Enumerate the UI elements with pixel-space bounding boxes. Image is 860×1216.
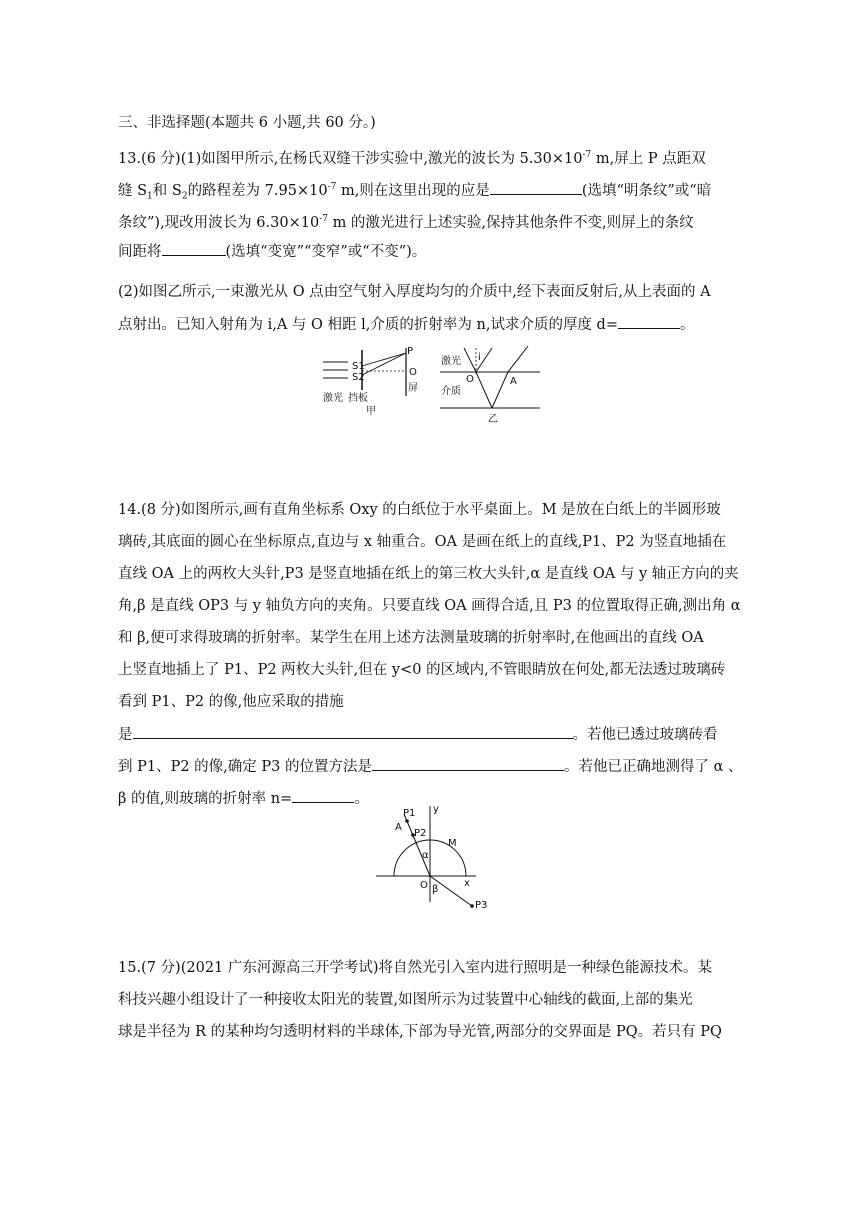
q14-line-1: 14.(8 分)如图所示,画有直角坐标系 Oxy 的白纸位于水平桌面上。M 是放在白纸上的半圆形玻 <box>118 502 721 518</box>
label-beta: β <box>432 884 439 895</box>
label-laser: 激光 <box>323 393 343 404</box>
q13-text: 点射出。已知入射角为 i,A 与 O 相距 l,介质的折射率为 n,试求介质的厚度 d= <box>118 317 618 333</box>
q13-text: 条纹”),现改用波长为 6.30×10 <box>118 214 320 231</box>
q13-part2-line-2 <box>118 314 695 335</box>
subscript: 2 <box>181 191 188 202</box>
refracted-ray-down <box>476 372 492 408</box>
answer-blank[interactable] <box>292 788 354 803</box>
q14-line-6: 上竖直地插上了 P1、P2 两枚大头针,但在 y<0 的区域内,不管眼睛放在何处,都无法透过玻璃砖 <box>118 662 726 678</box>
q15-line-1: 15.(7 分)(2021 广东河源高三开学考试)将自然光引入室内进行照明是一种绿色能源技术。某 <box>118 960 713 976</box>
q13-text: 和 S <box>152 182 182 199</box>
q13-text: m,屏上 P 点距双 <box>591 150 706 167</box>
figure-jia <box>318 344 430 416</box>
label-o: O <box>420 880 428 891</box>
answer-blank[interactable] <box>618 314 680 329</box>
q13-text: m,则在这里出现的应是 <box>336 182 490 199</box>
q14-line-5: 和 β,便可求得玻璃的折射率。某学生在用上述方法测量玻璃的折射率时,在他画出的直线 OA <box>118 630 704 646</box>
section-heading: 三、非选择题(本题共 6 小题,共 60 分。) <box>118 115 376 131</box>
q13-line-2 <box>118 177 711 207</box>
q13-text: (选填“变宽”“变窄”或“不变”)。 <box>225 244 427 260</box>
answer-blank[interactable] <box>133 724 573 739</box>
figure-q14 <box>372 800 492 910</box>
refracted-ray-up <box>492 372 508 408</box>
q13-text: 的路程差为 7.95×10 <box>187 182 328 199</box>
label-p2: P2 <box>414 828 427 839</box>
label-i: i <box>478 352 481 363</box>
q14-line-3: 直线 OA 上的两枚大头针,P3 是竖直地插在纸上的第三枚大头针,α 是直线 OA 与 y 轴正方向的夹 <box>118 566 739 582</box>
q14-text: β 的值,则玻璃的折射率 n= <box>118 791 293 807</box>
q15-line-2: 科技兴趣小组设计了一种接收太阳光的装置,如图所示为过装置中心轴线的截面,上部的集光 <box>118 992 693 1008</box>
pin-p1 <box>405 819 409 823</box>
exponent: -7 <box>319 214 328 224</box>
q14-line-9 <box>118 756 743 777</box>
line-oa <box>404 814 430 876</box>
q13-line-1 <box>118 145 706 169</box>
answer-blank[interactable] <box>162 241 226 256</box>
label-x: x <box>464 878 470 889</box>
q14-text: 。 <box>354 791 369 807</box>
label-s2: S2 <box>352 372 365 383</box>
pin-p3 <box>470 904 474 908</box>
q14-line-10 <box>118 788 369 809</box>
q14-line-4: 角,β 是直线 OP3 与 y 轴负方向的夹角。只要直线 OA 画得合适,且 P3 的位置取得正确,测出角 α <box>118 598 741 614</box>
q13-text: 缝 S <box>118 182 148 199</box>
q13-text: 13.(6 分)(1)如图甲所示,在杨氏双缝干涉实验中,激光的波长为 5.30×10 <box>118 150 583 167</box>
caption-jia: 甲 <box>366 406 376 416</box>
label-s1: S1 <box>352 361 365 372</box>
label-a: A <box>510 376 517 387</box>
exit-ray <box>508 346 528 372</box>
label-medium: 介质 <box>441 386 461 397</box>
label-screen: 屏 <box>408 383 418 394</box>
label-y: y <box>433 804 439 815</box>
q14-text: 。若他已正确地测得了 α 、 <box>564 759 743 775</box>
label-p1: P1 <box>403 808 416 819</box>
label-p: P <box>407 346 414 357</box>
subscript: 1 <box>147 191 153 202</box>
q14-line-7: 看到 P1、P2 的像,他应采取的措施 <box>118 694 344 710</box>
q13-line-3 <box>118 209 694 233</box>
label-plate: 挡板 <box>348 393 368 404</box>
answer-blank[interactable] <box>372 756 564 771</box>
label-o: O <box>409 367 417 378</box>
caption-yi: 乙 <box>488 414 498 424</box>
q13-line-4 <box>118 241 426 262</box>
q15-line-3: 球是半径为 R 的某种均匀透明材料的半球体,下部为导光管,两部分的交界面是 PQ。若只有 PQ <box>118 1024 722 1040</box>
label-m: M <box>448 838 457 849</box>
q13-text: 。 <box>680 317 695 333</box>
label-alpha: α <box>422 850 429 861</box>
q13-text: (选填“明条纹”或“暗 <box>581 182 712 199</box>
q14-line-8 <box>118 724 718 745</box>
q13-part2-line-1: (2)如图乙所示,一束激光从 O 点由空气射入厚度均匀的介质中,经下表面反射后,从上表面的 A <box>118 284 711 300</box>
label-laser: 激光 <box>441 356 461 367</box>
figure-yi <box>436 344 544 424</box>
q14-text: 到 P1、P2 的像,确定 P3 的位置方法是 <box>118 759 372 775</box>
q13-text: 间距将 <box>118 244 162 260</box>
exponent: -7 <box>582 150 592 160</box>
label-a: A <box>395 822 402 833</box>
answer-blank[interactable] <box>490 180 582 195</box>
q13-text: m 的激光进行上述实验,保持其他条件不变,则屏上的条纹 <box>327 214 694 231</box>
label-p3: P3 <box>475 900 488 910</box>
q14-line-2: 璃砖,其底面的圆心在坐标原点,直边与 x 轴重合。OA 是画在纸上的直线,P1、P2 为竖直地插在 <box>118 534 727 550</box>
q14-text: 是 <box>118 727 133 743</box>
q14-text: 。若他已透过玻璃砖看 <box>572 727 718 743</box>
exponent: -7 <box>327 182 337 192</box>
incident-ray <box>464 348 476 372</box>
label-o: O <box>466 374 474 385</box>
